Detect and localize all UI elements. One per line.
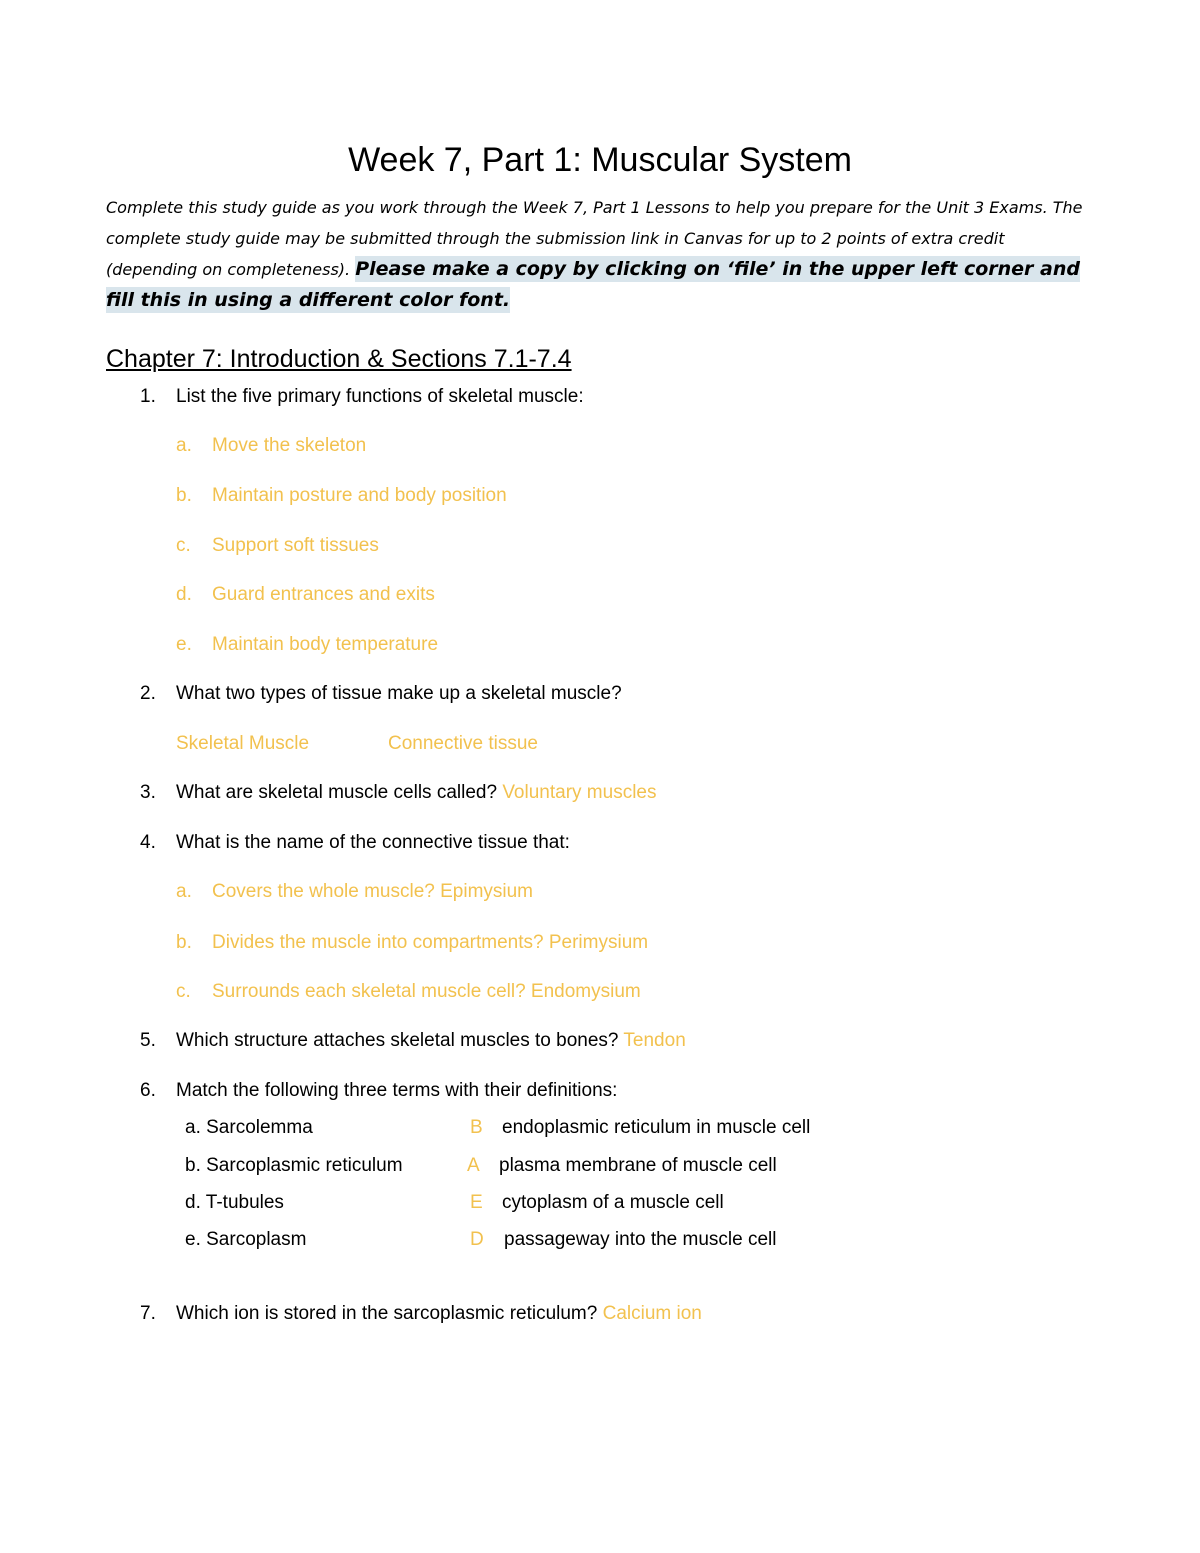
instructions-highlight: Please make a copy by clicking on ‘file’ in the upper left corner and fill this in using a different color font. xyxy=(106,258,1080,311)
question-2 xyxy=(140,680,622,708)
question-4 xyxy=(140,829,570,857)
page-title: Week 7, Part 1: Muscular System xyxy=(348,141,852,179)
match-definition: passageway into the muscle cell xyxy=(504,1229,777,1250)
question-number: 1. xyxy=(140,386,156,407)
question-1 xyxy=(140,383,584,411)
answer-1d: d. Guard entrances and exits xyxy=(176,584,435,605)
question-7 xyxy=(140,1300,702,1328)
match-definition: endoplasmic reticulum in muscle cell xyxy=(502,1117,811,1138)
question-text: Which ion is stored in the sarcoplasmic reticulum? xyxy=(176,1303,603,1324)
match-term: d. T-tubules xyxy=(185,1192,284,1213)
match-answer: A xyxy=(467,1155,480,1176)
question-number: 2. xyxy=(140,683,156,704)
question-number: 7. xyxy=(140,1303,156,1324)
match-definition: cytoplasm of a muscle cell xyxy=(502,1192,724,1213)
section-heading: Chapter 7: Introduction & Sections 7.1-7.4 xyxy=(106,345,572,373)
question-text: Which structure attaches skeletal muscles to bones? xyxy=(176,1030,624,1051)
question-number: 4. xyxy=(140,832,156,853)
match-term: b. Sarcoplasmic reticulum xyxy=(185,1155,403,1176)
question-text: What are skeletal muscle cells called? xyxy=(176,782,503,803)
question-6 xyxy=(140,1077,617,1105)
question-number: 5. xyxy=(140,1030,156,1051)
answer-1c: c. Support soft tissues xyxy=(176,535,379,556)
question-text: List the five primary functions of skeletal muscle: xyxy=(176,386,584,407)
question-text: What two types of tissue make up a skeletal muscle? xyxy=(176,683,622,704)
match-answer: B xyxy=(470,1117,483,1138)
answer-4b: b. Divides the muscle into compartments? Perimysium xyxy=(176,932,649,953)
match-term: a. Sarcolemma xyxy=(185,1117,313,1138)
answer-5: Tendon xyxy=(623,1030,686,1051)
match-definition: plasma membrane of muscle cell xyxy=(499,1155,777,1176)
question-5 xyxy=(140,1027,686,1055)
answer-4c: c. Surrounds each skeletal muscle cell? Endomysium xyxy=(176,981,641,1002)
answer-7: Calcium ion xyxy=(602,1303,702,1324)
match-term: e. Sarcoplasm xyxy=(185,1229,307,1250)
question-text: What is the name of the connective tissue that: xyxy=(176,832,570,853)
instructions-text: Complete this study guide as you work through the Week 7, Part 1 Lessons to help you prepare for the Unit 3 Exams. The complete study guide may be submitted through the submission link in Canvas for up to 2 points of extra credit (depending on completeness). xyxy=(106,198,1083,279)
match-answer: D xyxy=(470,1229,484,1250)
question-3 xyxy=(140,779,657,807)
answer-2b: Connective tissue xyxy=(388,733,538,754)
answer-1a: a. Move the skeleton xyxy=(176,435,367,456)
answer-4a: a. Covers the whole muscle? Epimysium xyxy=(176,881,534,902)
answer-3: Voluntary muscles xyxy=(502,782,657,803)
question-number: 6. xyxy=(140,1080,156,1101)
match-answer: E xyxy=(470,1192,483,1213)
answer-1e: e. Maintain body temperature xyxy=(176,634,439,655)
answer-1b: b. Maintain posture and body position xyxy=(176,485,507,506)
question-text: Match the following three terms with their definitions: xyxy=(176,1080,618,1101)
instructions-paragraph xyxy=(106,192,1096,316)
question-number: 3. xyxy=(140,782,156,803)
answer-2a: Skeletal Muscle xyxy=(176,733,310,754)
